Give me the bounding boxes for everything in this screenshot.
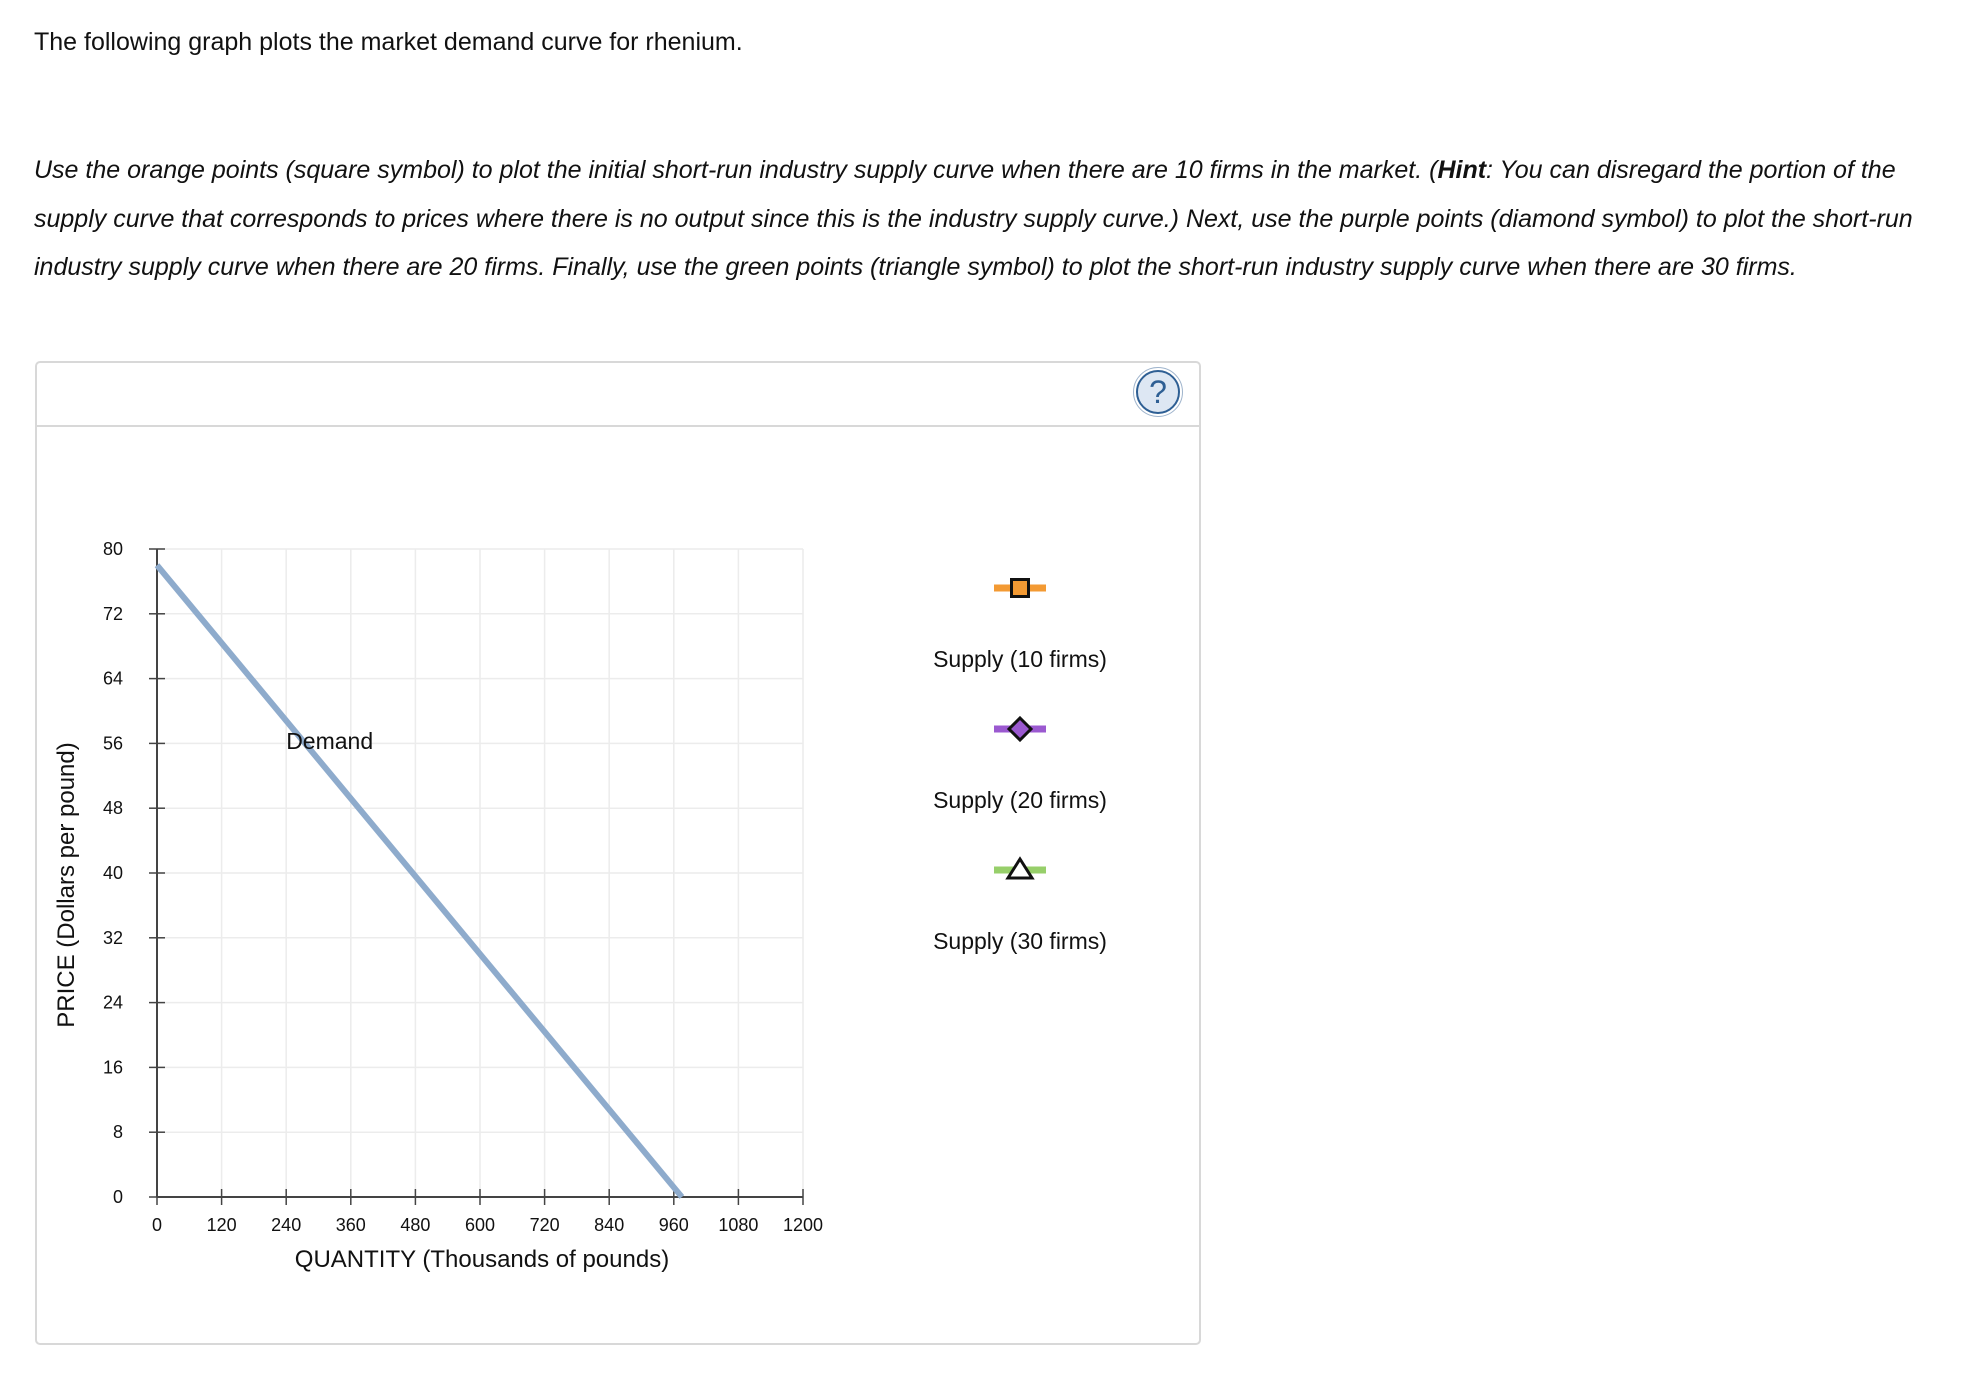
x-tick-label: 480 bbox=[400, 1215, 431, 1235]
y-tick-label: 24 bbox=[102, 992, 123, 1013]
x-tick-label: 720 bbox=[529, 1215, 560, 1235]
legend-label: Supply (10 firms) bbox=[933, 646, 1107, 672]
instructions-part2: : You can disregard the portion of the supply curve that corresponds to prices where there is no output since this is the industry supply curve.) Next, use the purple points (diamond symbol) to plot the short-run industry supply curve when there are 20 firms. Finally, use the green points (triangle symbol) to plot the short-run industry supply curve when there are 30 firms. bbox=[34, 156, 1913, 281]
y-axis-title: PRICE (Dollars per pound) bbox=[53, 742, 80, 1028]
y-tick-label: 8 bbox=[112, 1122, 123, 1143]
demand-curve[interactable] bbox=[157, 565, 682, 1197]
x-axis-title: QUANTITY (Thousands of pounds) bbox=[294, 1246, 670, 1273]
x-tick-label: 1080 bbox=[718, 1215, 759, 1235]
x-tick-label: 840 bbox=[594, 1215, 625, 1235]
chart-series[interactable] bbox=[157, 565, 682, 1197]
x-tick-label: 600 bbox=[464, 1215, 496, 1235]
legend-label: Supply (30 firms) bbox=[933, 928, 1107, 954]
legend-label: Supply (20 firms) bbox=[933, 787, 1107, 813]
demand-curve-label: Demand bbox=[286, 728, 374, 755]
y-tick-label: 0 bbox=[112, 1187, 123, 1207]
help-question-icon[interactable]: ? bbox=[1136, 370, 1180, 414]
y-tick-label: 80 bbox=[102, 539, 123, 559]
x-tick-label: 960 bbox=[658, 1215, 689, 1235]
y-tick-label: 72 bbox=[102, 603, 123, 624]
chart-grid bbox=[157, 549, 803, 1197]
y-tick-label: 32 bbox=[102, 927, 123, 948]
chart-legend[interactable] bbox=[933, 580, 1107, 955]
legend-item-triangle[interactable] bbox=[933, 859, 1107, 954]
legend-item-square[interactable] bbox=[933, 580, 1107, 673]
instructions-part1: Use the orange points (square symbol) to plot the initial short-run industry supply curve when there are 10 firms in the market. ( bbox=[34, 156, 1438, 184]
y-tick-label: 48 bbox=[102, 798, 123, 819]
square-marker-icon bbox=[1012, 580, 1029, 597]
chart-axes bbox=[103, 539, 823, 1235]
hint-word: Hint bbox=[1437, 156, 1487, 184]
legend-item-diamond[interactable] bbox=[933, 718, 1107, 813]
y-tick-label: 16 bbox=[102, 1057, 123, 1078]
y-tick-label: 40 bbox=[102, 863, 123, 883]
diamond-marker-icon bbox=[1009, 718, 1031, 740]
x-tick-label: 0 bbox=[151, 1215, 163, 1235]
intro-text: The following graph plots the market demand curve for rhenium. bbox=[34, 28, 743, 56]
y-tick-label: 64 bbox=[102, 668, 123, 689]
y-tick-label: 56 bbox=[102, 733, 123, 754]
x-tick-label: 360 bbox=[335, 1215, 366, 1235]
x-tick-label: 240 bbox=[271, 1215, 302, 1235]
x-tick-label: 1200 bbox=[782, 1215, 824, 1235]
x-tick-label: 120 bbox=[206, 1215, 237, 1235]
